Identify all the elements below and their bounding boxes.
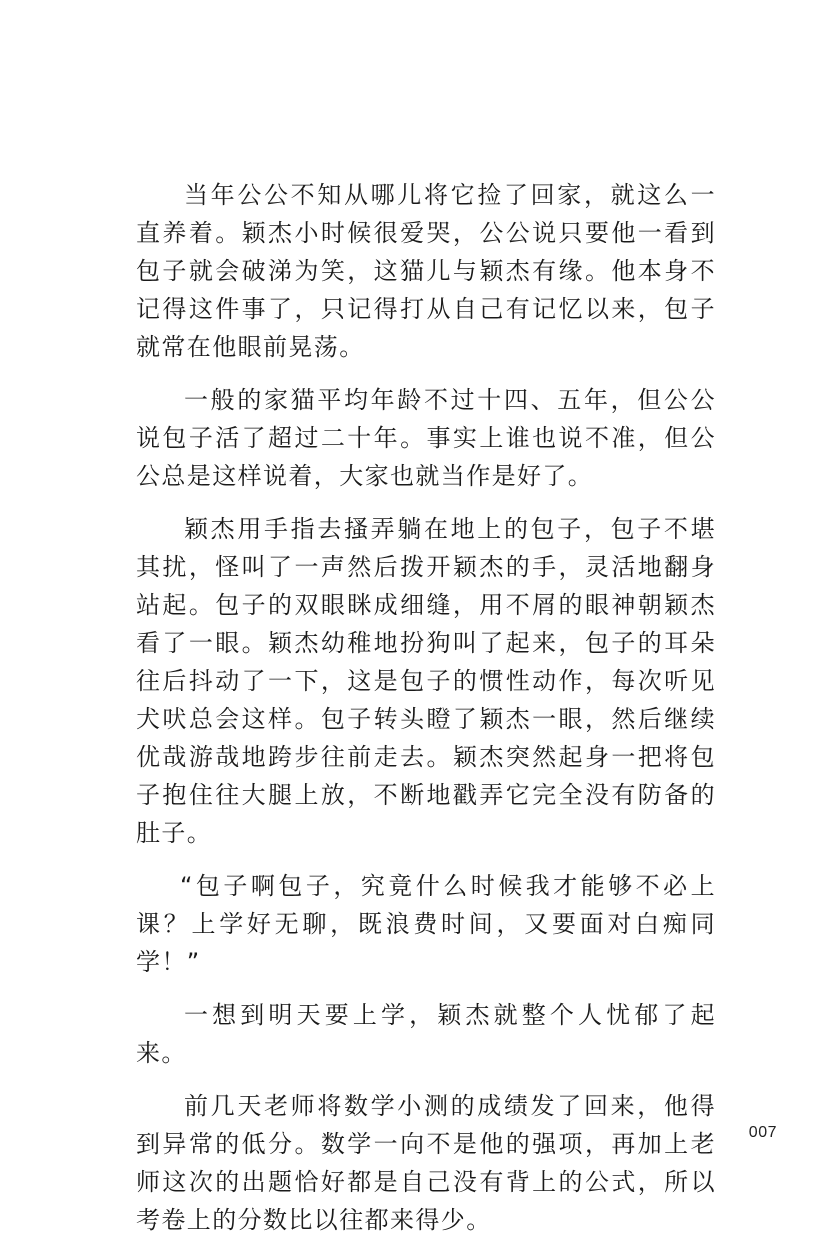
paragraph-5: 一想到明天要上学，颖杰就整个人忧郁了起来。	[136, 1001, 716, 1067]
paragraph-4-quote: “包子啊包子，究竟什么时候我才能够不必上课？上学好无聊，既浪费时间，又要面对白痴同学！”	[136, 872, 716, 976]
paragraph-2: 一般的家猫平均年龄不过十四、五年，但公公说包子活了超过二十年。事实上谁也说不准，但公公总是这样说着，大家也就当作是好了。	[136, 386, 716, 490]
paragraph-3: 颖杰用手指去搔弄躺在地上的包子，包子不堪其扰，怪叫了一声然后拨开颖杰的手，灵活地翻身站起。包子的双眼眯成细缝，用不屑的眼神朝颖杰看了一眼。颖杰幼稚地扮狗叫了起来，包子的耳朵往后抖动了一下，这是包子的惯性动作，每次听见犬吠总会这样。包子转头瞪了颖杰一眼，然后继续优哉游哉地跨步往前走去。颖杰突然起身一把将包子抱住往大腿上放，不断地戳弄它完全没有防备的肚子。	[136, 515, 716, 847]
paragraph-1: 当年公公不知从哪儿将它捡了回家，就这么一直养着。颖杰小时候很爱哭，公公说只要他一看到包子就会破涕为笑，这猫儿与颖杰有缘。他本身不记得这件事了，只记得打从自己有记忆以来，包子就常在他眼前晃荡。	[136, 181, 716, 361]
paragraph-6: 前几天老师将数学小测的成绩发了回来，他得到异常的低分。数学一向不是他的强项，再加上老师这次的出题恰好都是自己没有背上的公式，所以考卷上的分数比以往都来得少。	[136, 1092, 716, 1234]
body-text	[136, 176, 716, 1254]
page-number: 007	[748, 1124, 777, 1141]
